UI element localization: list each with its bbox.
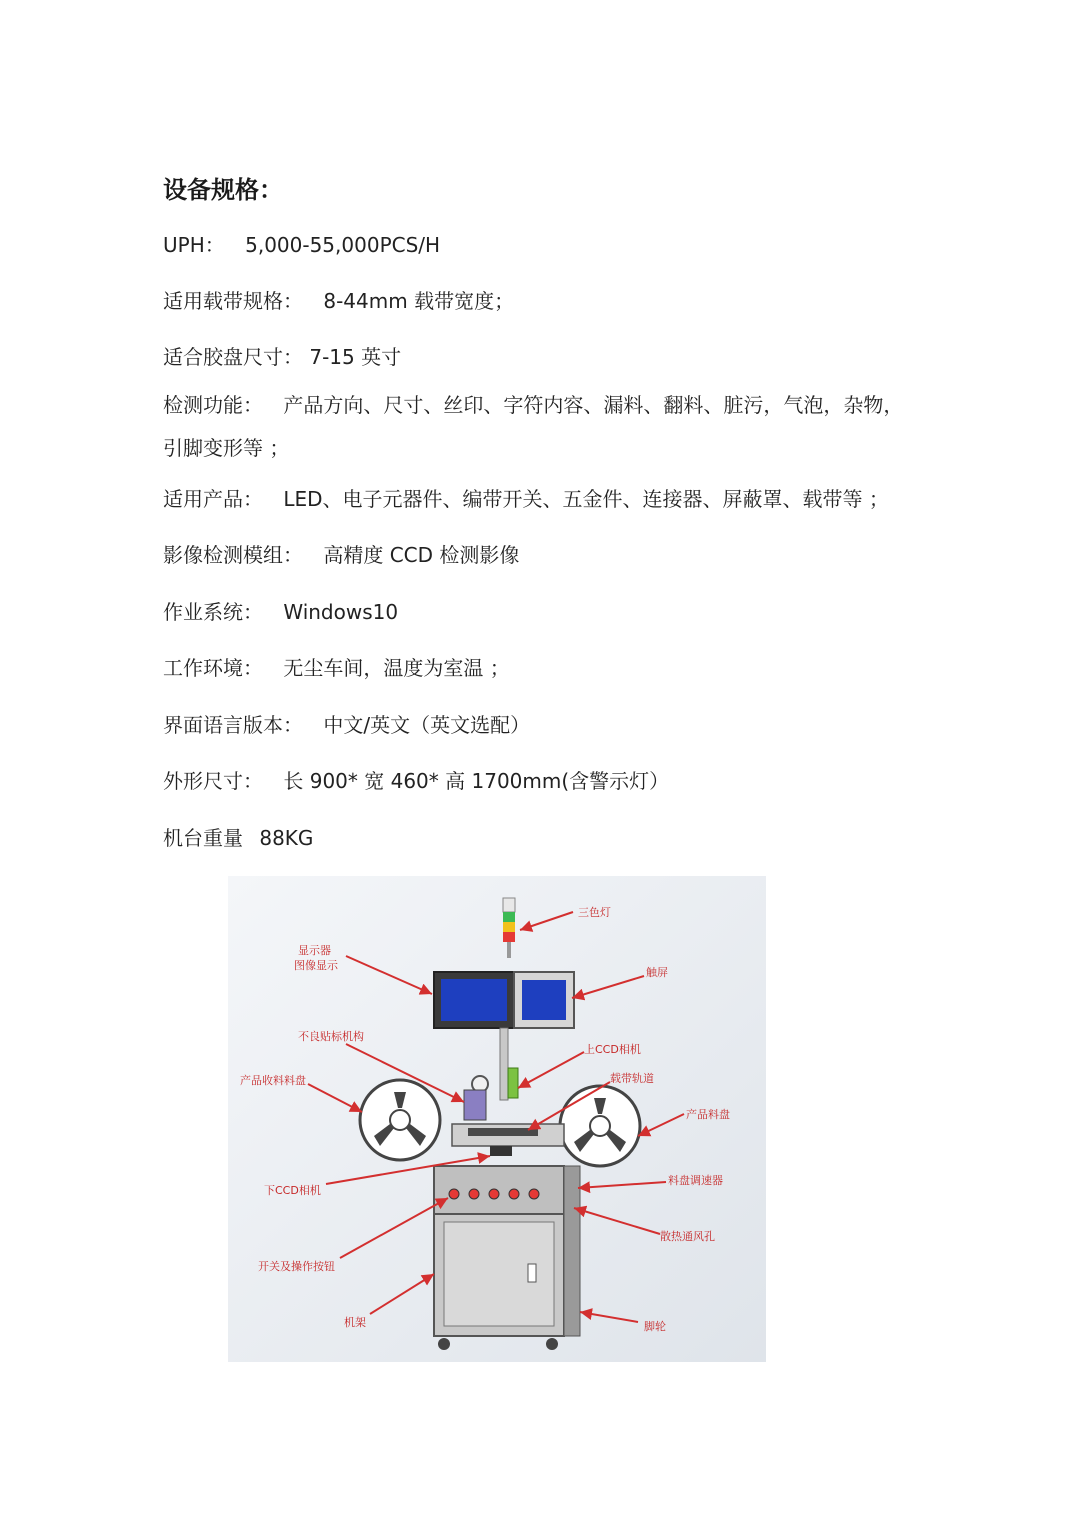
spec-value: 8-44mm 载带宽度； [323,289,515,313]
spec-label: UPH： [163,233,225,257]
label-tower-light: 三色灯 [578,906,611,919]
spec-label: 机台重量 [163,826,243,850]
spec-environment [163,654,510,682]
spec-value: 5,000-55,000PCS/H [245,233,441,257]
spec-label: 适用载带规格： [163,289,303,313]
spec-products [163,485,889,513]
monitor-display [434,972,514,1028]
label-reject-labeler: 不良贴标机构 [298,1030,364,1043]
top-ccd-camera [508,1068,518,1098]
label-bottom-ccd: 下CCD相机 [264,1184,321,1197]
spec-language [163,711,530,739]
spec-label: 影像检测模组： [163,543,303,567]
spec-detection [163,384,923,470]
spec-carrier-tape [163,287,514,315]
spec-value: LED、电子元器件、编带开关、五金件、连接器、屏蔽罩、载带等 ； [283,487,889,511]
label-reel-speed: 料盘调速器 [668,1174,723,1187]
spec-weight [163,824,313,852]
section-title: 设备规格： [163,176,283,204]
label-monitor-2: 图像显示 [294,959,338,972]
label-touchscreen: 触屏 [646,966,668,979]
spec-value: 长 900* 宽 460* 高 1700mm(含警示灯） [283,769,670,793]
camera-post [500,1028,508,1100]
spec-value: Windows10 [283,600,399,624]
spec-value: 无尘车间，温度为室温 ； [283,656,510,680]
label-monitor-1: 显示器 [298,944,331,957]
spec-vision-module [163,541,519,569]
label-carrier-track: 载带轨道 [610,1072,654,1085]
spec-label: 工作环境： [163,656,263,680]
label-vents: 散热通风孔 [660,1230,715,1243]
label-frame: 机架 [344,1316,366,1329]
spec-label: 作业系统： [163,600,263,624]
spec-value: 88KG [259,826,314,850]
label-input-reel: 产品料盘 [686,1108,730,1121]
spec-label: 适用产品： [163,487,263,511]
label-casters: 脚轮 [644,1320,666,1333]
spec-value: 7-15 英寸 [309,345,402,369]
spec-label: 适合胶盘尺寸： [163,345,303,369]
machine-diagram [228,876,766,1362]
label-top-ccd: 上CCD相机 [584,1043,641,1056]
spec-value: 产品方向、尺寸、丝印、字符内容、漏料、翻料、脏污，气泡，杂物，引脚变形等 ； [163,393,904,460]
label-buttons: 开关及操作按钮 [258,1260,335,1273]
touchscreen [514,972,574,1028]
spec-reel-size [163,343,401,371]
machine-cabinet [434,1166,580,1350]
spec-label: 检测功能： [163,393,263,417]
spec-value: 高精度 CCD 检测影像 [323,543,520,567]
spec-label: 界面语言版本： [163,713,303,737]
spec-uph [163,231,440,259]
spec-os [163,598,398,626]
spec-label: 外形尺寸： [163,769,263,793]
input-reel [560,1086,640,1166]
output-reel [360,1080,440,1160]
spec-dimensions [163,767,669,795]
label-output-reel: 产品收料料盘 [240,1074,306,1087]
spec-value: 中文/英文（英文选配） [323,713,531,737]
